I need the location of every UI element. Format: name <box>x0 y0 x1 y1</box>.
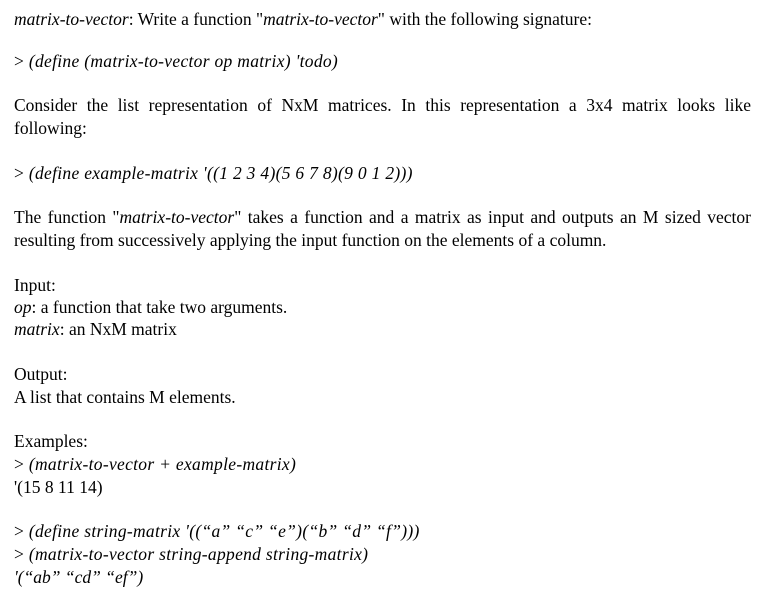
prompt-symbol: > <box>14 544 29 564</box>
description-paragraph <box>14 206 751 252</box>
matrix-desc: : an NxM matrix <box>59 319 177 339</box>
signature-code: (define (matrix-to-vector op matrix) 'todo) <box>28 51 339 71</box>
input-matrix-line <box>14 318 177 340</box>
example1-result: '(15 8 11 14) <box>14 477 103 497</box>
prompt-symbol: > <box>14 51 29 71</box>
problem-header <box>14 8 592 30</box>
op-desc: : a function that take two arguments. <box>31 297 288 317</box>
example-matrix-line <box>14 162 413 184</box>
matrix-name: matrix <box>14 319 60 339</box>
problem-name: matrix-to-vector <box>14 9 129 29</box>
description-start: The function " <box>14 207 120 227</box>
problem-intro: : Write a function " <box>128 9 264 29</box>
example1-code: (matrix-to-vector + example-matrix) <box>28 454 297 474</box>
example1-line <box>14 453 296 475</box>
description-name: matrix-to-vector <box>119 207 235 227</box>
problem-intro-name: matrix-to-vector <box>263 9 378 29</box>
example-matrix-code: (define example-matrix '((1 2 3 4)(5 6 7 8)(9 0 1 2))) <box>28 163 413 183</box>
output-desc: A list that contains M elements. <box>14 387 236 407</box>
example3-code: (matrix-to-vector string-append string-matrix) <box>28 544 369 564</box>
prompt-symbol: > <box>14 163 29 183</box>
description-rest: " takes a function and a matrix as input and outputs an M sized vector resulting from successively applying the input function on the elements of a column. <box>14 207 751 250</box>
prompt-symbol: > <box>14 521 29 541</box>
prompt-symbol: > <box>14 454 29 474</box>
input-op-line <box>14 296 287 318</box>
example3-result: '(“ab” “cd” “ef”) <box>14 567 144 587</box>
example3-line <box>14 543 368 565</box>
op-name: op <box>14 297 32 317</box>
example2-line <box>14 520 420 542</box>
signature-line <box>14 50 338 72</box>
examples-heading: Examples: <box>14 431 88 451</box>
representation-paragraph: Consider the list representation of NxM matrices. In this representation a 3x4 matrix looks like following: <box>14 95 751 138</box>
output-heading: Output: <box>14 364 68 384</box>
example2-code: (define string-matrix '((“a” “c” “e”)(“b” “d” “f”))) <box>28 521 420 541</box>
problem-intro-end: " with the following signature: <box>377 9 592 29</box>
input-heading: Input: <box>14 275 56 295</box>
